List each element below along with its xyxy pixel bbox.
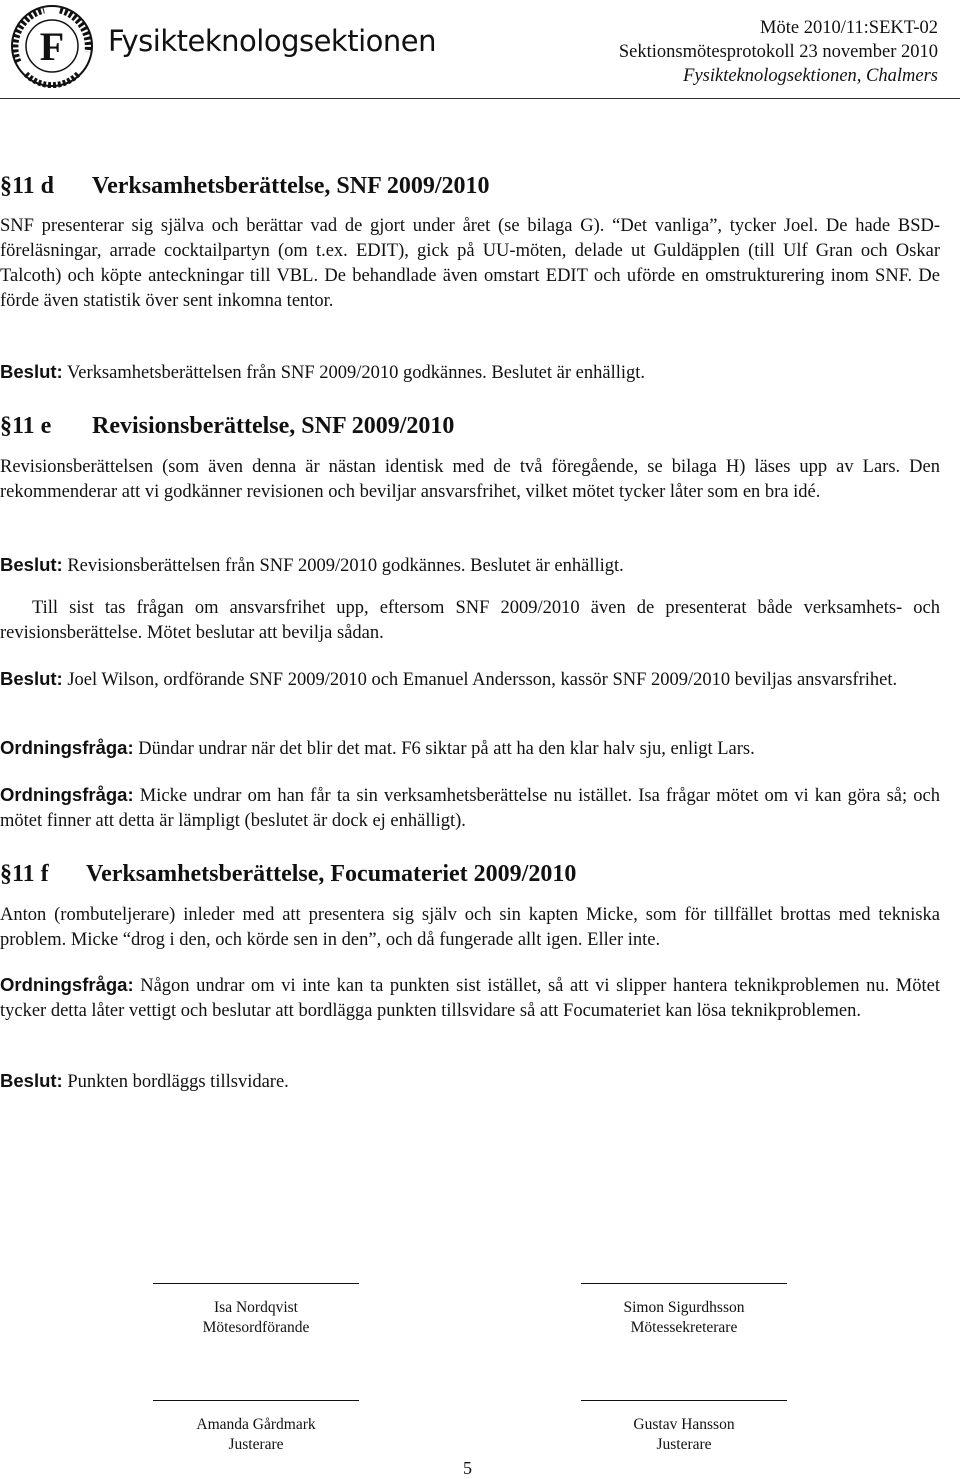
section-title: Verksamhetsberättelse, SNF 2009/2010 <box>92 173 490 199</box>
signature-line <box>153 1400 359 1401</box>
decision-text: Punkten bordläggs tillsvidare. <box>67 1072 289 1092</box>
section-text: SNF presenterar sig själva och berättar vad de gjort under året (se bilaga G). “Det vanliga”, tycker Joel. De hade BSD-föreläsningar, arrade cocktailpartyn (om t.ex. EDIT), gick på UU-möten, delade ut Guldäpplen (till Ulf Gran och Oskar Talcoth) och köpte anteckningar till VBL. De behandlade även omstart EDIT och uförde en omstrukturering inom SNF. De förde även statistik över sent inkomna tentor. <box>0 216 940 311</box>
section-number: §11 f <box>0 861 49 887</box>
order-question-1 <box>0 735 940 762</box>
meeting-id: Möte 2010/11:SEKT-02 <box>760 18 938 38</box>
page-number: 5 <box>463 1458 472 1478</box>
order-text: Dündar undrar när det blir det mat. F6 siktar på att ha den klar halv sju, enligt Lars. <box>138 739 755 759</box>
decision-label: Beslut: <box>0 361 63 382</box>
decision-label: Beslut: <box>0 668 63 689</box>
decision-text: Revisionsberättelsen från SNF 2009/2010 godkännes. Beslutet är enhälligt. <box>67 556 624 576</box>
signatory-name: Isa Nordqvist <box>214 1299 298 1316</box>
order-question <box>0 972 940 1024</box>
signature-line <box>153 1283 359 1284</box>
org-title: Fysikteknologsektionen <box>108 24 436 58</box>
signatory-role: Mötesordförande <box>202 1319 310 1336</box>
decision-label: Beslut: <box>0 554 63 575</box>
section-number: §11 d <box>0 173 55 199</box>
decision-text: Verksamhetsberättelsen från SNF 2009/2010 godkännes. Beslutet är enhälligt. <box>67 363 645 383</box>
signatory-role: Mötessekreterare <box>630 1319 738 1336</box>
signature-line <box>581 1283 787 1284</box>
signatory-name: Simon Sigurdhsson <box>623 1299 745 1316</box>
logo-letter: F <box>39 24 65 69</box>
order-label: Ordningsfråga: <box>0 784 134 805</box>
signatory-role: Justerare <box>228 1436 284 1453</box>
decision-text: Joel Wilson, ordförande SNF 2009/2010 och Emanuel Andersson, kassör SNF 2009/2010 beviljas ansvarsfrihet. <box>67 670 898 690</box>
order-text: Någon undrar om vi inte kan ta punkten sist istället, så att vi slipper hantera teknikproblemen nu. Mötet tycker detta låter vettigt och beslutar att bordlägga punkten tillsvidare så att Focumateriet kan lösa teknikproblemen. <box>0 976 940 1021</box>
order-question-2 <box>0 782 940 834</box>
section-logo <box>4 2 104 88</box>
protocol-title: Sektionsmötesprotokoll 23 november 2010 <box>618 42 938 62</box>
signature-block <box>153 1400 359 1455</box>
signature-line <box>581 1400 787 1401</box>
section-heading-11d <box>0 173 490 200</box>
decision <box>0 359 940 386</box>
signatory-role: Justerare <box>656 1436 712 1453</box>
section-title: Revisionsberättelse, SNF 2009/2010 <box>92 413 455 439</box>
section-heading-11f <box>0 861 576 888</box>
org-line: Fysikteknologsektionen, Chalmers <box>683 66 938 86</box>
order-text: Micke undrar om han får ta sin verksamhetsberättelse nu istället. Isa frågar mötet om vi kan göra så; och mötet finner att detta är lämpligt (beslutet är dock ej enhälligt). <box>0 786 940 831</box>
section-title: Verksamhetsberättelse, Focumateriet 2009/2010 <box>86 861 577 887</box>
order-label: Ordningsfråga: <box>0 737 134 758</box>
section-heading-11e <box>0 413 454 440</box>
signature-block <box>153 1283 359 1338</box>
section-text: Revisionsberättelsen (som även denna är nästan identisk med de två föregående, se bilaga H) läses upp av Lars. Den rekommenderar att vi godkänner revisionen och beviljar ansvarsfrihet, vilket mötet tycker låter som en bra idé. <box>0 457 940 502</box>
signatory-name: Gustav Hansson <box>633 1416 735 1433</box>
signatory-name: Amanda Gårdmark <box>196 1416 316 1433</box>
decision-label: Beslut: <box>0 1070 63 1091</box>
header-meta <box>619 16 938 88</box>
signature-block <box>581 1283 787 1338</box>
order-label: Ordningsfråga: <box>0 974 134 995</box>
decision <box>0 1068 940 1095</box>
decision-2 <box>0 666 940 693</box>
header-divider <box>0 98 960 99</box>
decision <box>0 552 940 579</box>
section-text: Anton (rombuteljerare) inleder med att presentera sig själv och sin kapten Micke, som för tillfället brottas med tekniska problem. Micke “drog i den, och körde sen in den”, och då fungerade allt igen. Eller inte. <box>0 905 940 950</box>
section-text-2: Till sist tas frågan om ansvarsfrihet upp, eftersom SNF 2009/2010 även de presenterat både verksamhets- och revisionsberättelse. Mötet beslutar att bevilja sådan. <box>0 598 940 643</box>
signature-block <box>581 1400 787 1455</box>
section-number: §11 e <box>0 413 52 439</box>
